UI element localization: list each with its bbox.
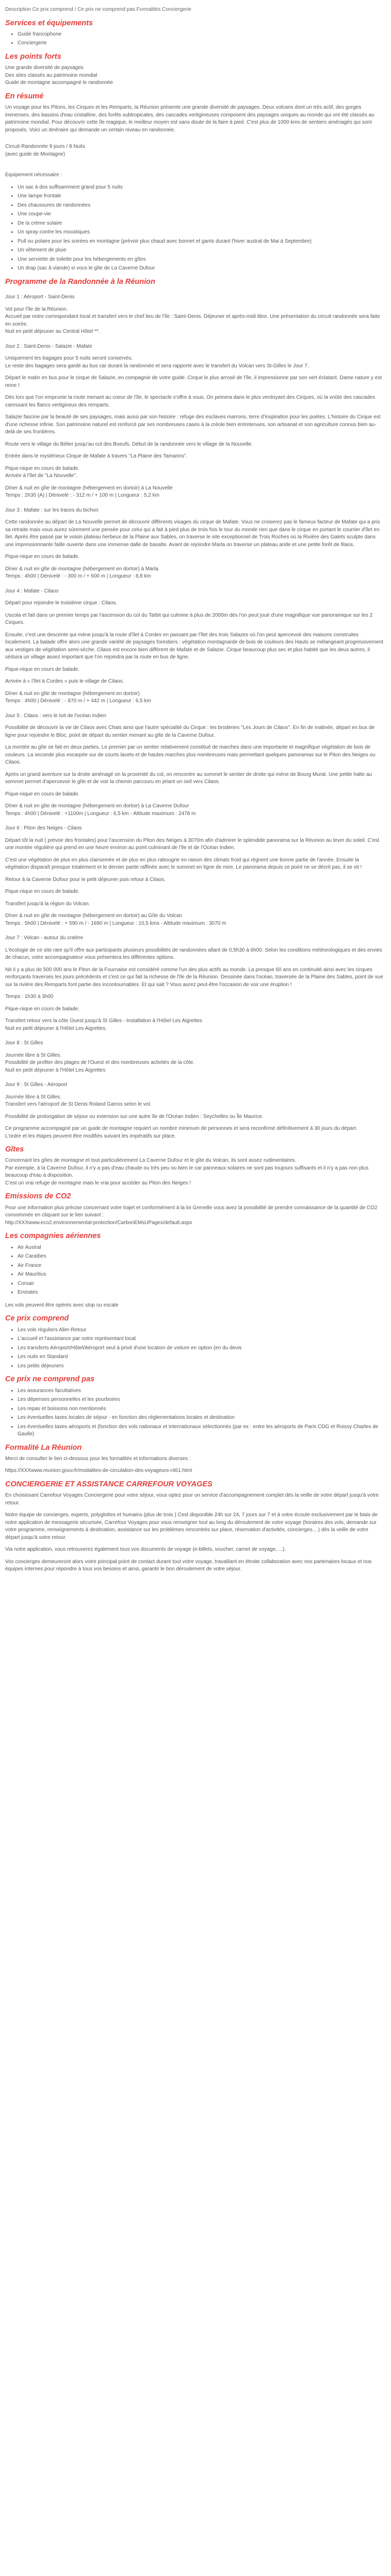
compagnies-title: Les compagnies aériennes [5,1232,101,1241]
day-heading: Jour 1 : Aéroport - Saint-Denis [5,294,75,300]
co2-link[interactable]: http://XXXwww.eco2.environnemental-protection/CarbonEMsUPages/default.aspx [5,1219,192,1226]
day-paragraph: Entrée dans le mystérieux Cirque de Mafate à travers "La Plaine des Tamarins". [5,453,188,460]
list-item: • Pull ou polaire pour les soirées en montagne (prévoir plus chaud avec bonnet et gants durant l'hiver austral de Mai à Septembre) [18,238,384,246]
list-item: • Les dépenses personnelles et les pourboires [18,1396,384,1404]
services-title: Services et équipements [5,19,93,27]
points-forts-title: Les points forts [5,52,61,61]
day-paragraph: Route vers le village du Bélier jusqu'au col des Boeufs. Début de la randonnée vers le village de la Nouvelle. [5,441,253,447]
prix-comprend-list [5,1327,384,1370]
day-paragraph: Départ tôt la nuit ( prévoir des frontales) pour l'ascension du Piton des Neiges à 3070m afin d'admirer le splendide panorama sur la Réunion au lever du soleil. C'est une montée régulière qui prend en une heure environ au point culminant de l'île et de l'Océan Indien. [5,837,380,851]
list-item: • Les assurances facultatives [18,1387,384,1395]
formalites-title: Formalité La Réunion [5,1443,82,1452]
day-paragraph: Dîner & nuit en gîte de montagne (hébergement en dortoir) Temps : 4h00 | Dénivelé : - 870 m / + 442 m | Longueur : 6,5 km [5,690,151,704]
section-equipement [5,172,384,273]
co2-title: Emissions de CO2 [5,1192,71,1201]
resume-title: En résumé [5,92,44,100]
day-paragraph: Dès lors que l'on emprunte la route menant au coeur de l'île, le spectacle s'offre à vous. On peinera dans le plus verdoyant des Cirques, où la voûte des cascades caressant les flancs vertigineux des remparts. [5,395,376,408]
section-formalites [5,1444,384,1475]
formalites-link[interactable]: https://XXXwww.reunion.gouv.fr/modalites-de-circulation-des-voyageurs-r461.html [5,1468,192,1474]
section-conciergerie [5,1480,384,1573]
list-item: • Les vols réguliers Aller-Retour [18,1327,384,1334]
day-paragraph: Dîner & nuit en gîte de montagne (hébergement en dortoir) à La Nouvelle Temps : 2h30 (A) | Dénivelé : - 312 m / + 100 m | Longueur : 5,2 km [5,485,173,499]
list-item: • Air Caraïbes [18,1253,384,1261]
compagnies-list [5,1244,384,1297]
day-paragraph: Journée libre à St Gilles. Possibilité de profiter des plages de l'Ouest et des nombreuses activités de la côte. Nuit en petit déjeuner à l'Hôtel Les Aigrettes [5,1052,195,1073]
list-item: • Air Mauritius [18,1271,384,1279]
prix-ne-comprend-list [5,1387,384,1438]
list-item: • Une coupe-vie [18,211,384,218]
list-item: • Une serviette de toilette pour les hébergements en gîtes [18,256,384,264]
day-heading: Jour 4 : Mafate - Cilaos [5,588,59,594]
day-paragraph: Vol pour l'île de la Réunion. Accueil par notre correspondant local et transfert vers le chef lieu de l'île : Saint-Denis. Déjeuner et après-midi libre. Une présentation du circuit randonnée sera faite en soirée. Nuit en petit déjeuner au Central Hôtel **. [5,306,380,335]
text-line: Guide de montagne accompagné le randonnée [5,80,113,86]
list-item: • Les transferts Aéroport/Hôtel/Aéroport seul à privé d'une location de voiture en option (en du devis [18,1345,384,1352]
day-paragraph: Ensuite, c'est une descente qui mène jusqu'à la route d'îlet à Cordes en passant par l'îlet des trois Salazes où l'on peut apercevoir des maisons construites localement. La balade offre alors une grande variété de paysages forestiers : végétation montagnarde de bois de couleurs des Hauts se mélangeant progressivement aux vestiges de végétation semi-sèche. Cilaos est encore bien différent de Mafate et de Salazie. Cirque beaucoup plus sec et plus habité que les deux autres, il séduira un village assez important que l'on rejoindra par la route en bus de ligne. [5,632,384,660]
day-heading: Jour 6 : Piton des Neiges - Cilaos [5,825,82,832]
day-paragraph: Pique-nique en cours de balade. Arrivée à l'îlet de "La Nouvelle". [5,465,79,479]
list-item: • Les nuits en Standard [18,1353,384,1361]
day-heading: Jour 2 : Saint-Denis - Salazie - Mafate [5,343,92,349]
section-programme [5,278,384,1140]
day-paragraph: Cette randonnée au départ de La Nouvelle permet de découvrir différents visages du cirque de Mafate. Vous ne croiserez pas le fameux facteur de Mafate qui a pris sa retraite mais vous aurez sûrement une pensée pour celui qui a fait à pied plus de trois fois le tour du monde rien que dans le cirque en portant le courrier d'îlet en îlet. Après être passé par le voisin plateau herbeux de la Plaine aux Sables, on traverse le site exceptionnel de Trois Roches où la Rivière des Galets sculpte dans une impressionnante faille ouverte dans une immense dalle de basalte. Avant de rejoindre Marla on traverse un plateau aride et une petite forêt de filaos. [5,519,380,548]
day-paragraph: Possibilité de découvrir la vie de Cilaos avec Chais ainsi que l'autre spécialité du Cirque : les broderies "Les Jours de Cilaos". En fin de matinée, départ en bus de ligne pour rejoindre le Bloc, point de départ du sentier menant au gîte de la Caverne Dufour. [5,725,375,738]
day-paragraph: Retour à la Caverne Dufour pour le petit déjeuner puis retour à Cilaos. [5,876,166,883]
section-points-forts [5,53,384,87]
day-paragraph: Dîner & nuit en gîte de montagne (hébergement en dortoir) à La Caverne Dufour Temps : 4h00 | Dénivelé : +1100m | Longueur : 6,5 km - Altitude maximum : 2478 m [5,803,196,817]
day-paragraph: Salazie fascine par la beauté de ses paysages, mais aussi par son histoire : refuge des esclaves marrons, terre d'inspiration pour les poètes. L'histoire du Cirque est d'une richesse infinie. Son patrimoine naturel est renforcé par ses nombreuses cases à la créole bien entretenues, son artisanat et son agriculture connus bien au-delà de ses frontières. [5,414,381,435]
day-paragraph: Dîner & nuit en gîte de montagne (hébergement en dortoir) au Gîte du Volcan Temps : 5h00 | Dénivelé : + 590 m / - 1690 m | Longueur : 10,5 kms - Altitude maximum : 3070 m [5,913,226,926]
conciergerie-paragraph: En choisissant Carrefour Voyages Conciergerie pour votre séjour, vous optez pour un service d'accompagnement complet dès la veille de votre départ jusqu'à votre retour. [5,1493,379,1506]
list-item: • Un sac à dos suffisamment grand pour 5 nuits [18,184,384,192]
day-paragraph: Dîner & nuit en gîte de montagne (hébergement en dortoir) à Marla Temps : 4h00 | Dénivelé : - 300 m / + 600 m | Longueur : 8,8 km [5,566,158,580]
section-compagnies [5,1232,384,1309]
day-paragraph: Départ pour rejoindre le troisième cirque : Cilaos. [5,600,118,606]
guide-label: (avec guide de Montagne) [5,151,66,157]
day-paragraph: Pique-nique en cours de balade. [5,1006,79,1012]
list-item: • Guide francophone [18,31,384,39]
list-item: • Un spray contre les moustiques [18,229,384,236]
day-heading: Jour 7 : Volcan - autour du cratère [5,935,84,941]
conciergerie-paragraph: Notre équipe de concierges, experts, polyglottes et humains (plus de trois ) Cest disponible 24h sur 24, 7 jours sur 7 et à votre écoute exclusivement par le biais de notre application de messagerie sécurisée, Carrefour Voyages pour vous renseigner tout au long du déroulement de votre voyage (horaires des vols, demande sur votre programme, renseignements à destination, assistance sur les problèmes rencontrés sur place, réservation d'activités, concierges... ) dès la veille de votre départ jusqu'à votre retour. [5,1512,378,1540]
day-paragraph: C'est une végétation de plus en plus clairsemée et de plus en plus rabougrie en raison des climats froid qui règnent une bonne partie de l'année. Ensuite la végétation disparaît presque totalement et le dernier partie raffinée avec le sommet en ligne de mire. Le panorama depuis ce point ne se décrit pas, il se vit ! [5,857,362,871]
list-item: • Les éventuelles taxes locales de séjour - en fonction des réglementations locales et destination [18,1414,384,1422]
list-item: • Corsair [18,1280,384,1288]
list-item: • Les petits déjeuners [18,1363,384,1370]
list-item: • Les éventuelles taxes aéroports et (fonction des vols nationaux et internationaux sélectionnés (par ex : entre les aéroports de Paris CDG et Roissy Charles de Gaulle) [18,1423,384,1438]
text-line: Une grande diversité de paysages [5,65,84,71]
programme-days [5,294,384,1140]
day-paragraph: Départ le matin en bus pour le cirque de Salazie, en compagnie de votre guide. Cirque le plus arrosé de l'île, il impressionne par son vert éclatant. Dame nature y est reine ! [5,375,382,388]
circuit-label: Circuit Randonnée 9 jours / 8 Nuits [5,144,86,150]
day-paragraph: Uniquement les bagages pour 5 nuits seront conservés. Le reste des bagages sera gardé au bus car durant la randonnée et sera rapporté avec le transfert du Volcan vers St-Gilles le Jour 7. [5,355,309,369]
day-paragraph: Possibilité de prolongation de séjour ou extension sur une autre île de l'Océan Indien : Seychelles ou Île Maurice. [5,1113,264,1120]
equipement-list [5,184,384,273]
gites-text: Concernant les gîtes de montagne et tout particulièrement La Caverne Dufour et le gîte du Volcan, ils sont assez rudimentaires. Par exemple, à la Caverne Dufour, il n'y a pas d'eau chaude ou très peu ou bien le car panneaux solaires ne sont pas toujours suffisants et il n'y a pas non plus beaucoup d'eau à disposition. C'est un vrai refuge de montagne mais le vrai pour accéder au Piton des Neiges ! [5,1158,369,1186]
section-prix-ne-comprend [5,1375,384,1438]
list-item: • Les repas et boissons non mentionnés [18,1405,384,1413]
day-paragraph: Après un grand aventure sur la droite aménagé on la proximité du col, on rencontre au sommet le sentier de droite qui mène de Bourg Murat. Une petite halte au sommet permet d'apercevoir le gîte et de voir la chemin parcouru en jetant un oeil vers Cilaos. [5,771,372,785]
programme-title: Programme de la Randonnée à la Réunion [5,277,155,286]
formalites-text: Merci de consulter le lien ci-dessous pour les formalités et informations diverses : [5,1455,191,1462]
day-paragraph: Pique-nique en cours de balade. [5,666,79,672]
section-gites [5,1145,384,1187]
list-item: • Air France [18,1262,384,1270]
compagnies-note: Les vols peuvent être opérés avec stop ou escale [5,1302,119,1308]
day-heading: Jour 9 : St Gilles - Aéroport [5,1082,68,1088]
day-paragraph: L'écologie de ce site rare qu'il offre aux participants plusieurs possibilités de randonnées allant de 0,5h30 à 6h00. Selon les conditions météorologiques et des envies de chacun, votre accompagnateur vous présentera les différentes options. [5,947,382,961]
prix-ne-comprend-title: Ce prix ne comprend pas [5,1375,95,1384]
conciergerie-paragraph: Via notre application, vous retrouverez également tous vos documents de voyage (e-billets, voucher, carnet de voyage, ...). [5,1547,286,1553]
list-item: • Un drap (sac à viande) si vous le gîte de La Caverne Dufour [18,265,384,273]
list-item: • Air Austral [18,1244,384,1252]
day-paragraph: Né il y a plus de 500 000 ans le Piton de la Fournaise est considéré comme l'un des plus actifs au monde. La presque 60 ans en continuité ainsi avec les cirques renforçants traversés les jours précédents et c'est ce qui fait la richesse de l'île de la Réunion. Dessinée dans l'océan, traversée de la Plaine des Sables, point de vue sur la rivière des Remparts font partie des incontournables. Et qui sait ? Vous aurez peut-être l'occasion de voir une éruption ! [5,967,383,988]
equipement-intro: Equipement nécessaire : [5,172,62,178]
section-prix-comprend [5,1314,384,1370]
day-paragraph: Pique-nique en cours de balade. [5,791,79,797]
day-heading: Jour 5 : Cilaos : vers le toit de l'océan Indien [5,713,106,719]
day-paragraph: Temps : 1h30 à 3h00 [5,994,54,1000]
list-item: • Des chaussures de randonnées [18,202,384,210]
day-paragraph: Transfert jusqu'à la région du Volcan. [5,901,90,907]
conciergerie-paragraph: Vos concierges demeureront alors votre principal point de contact durant tout votre voyage, travaillant en étroite collaboration avec nos partenaires locaux et nos équipes internes pour répondre à tous vos besoins et ainsi, garantir le bon déroulement de votre séjour. [5,1558,372,1572]
day-paragraph: La montée au gîte se fait en deux parties. Le premier par un sentier relativement constitué de marches dans une importante et magnifique végétation de bois de couleurs. La seconde plus escarpée sur de courts lacets et de hautes marches plus nombreuses mais permettant quelques panoramas sur le Piton des Neiges ou Cilaos. [5,744,376,766]
day-paragraph: Transfert retour vers la côte Ouest jusqu'à St Gilles - Installation à l'Hôtel Les Aigrettes Nuit en petit déjeuner à l'Hôtel Les Aigrettes. [5,1018,202,1031]
services-list [5,31,384,47]
list-item: • De la crème solaire [18,220,384,228]
co2-text: Pour une information plus précise concernant votre trajet et conformément à la loi Grenelle vous avez la possibilité de prendre connaissance de la quantité de CO2 consommée en cliquant sur le lien suivant : [5,1205,378,1218]
conciergerie-title: CONCIERGERIE ET ASSISTANCE CARREFOUR VOYAGES [5,1480,213,1488]
resume-text: Un voyage pour les Pitons, les Cirques et les Remparts, la Réunion présente une grande diversité de paysages. Deux volcans dont un très actif, des gorges immenses, des bassins d'eau cristalline, des forêts subtropicales, des cascades vertigineuses composent des paysages uniques au monde qui ont été classés au patrimoine mondial. Pour découvrir cette île magique, le meilleur moyen est sans doute de la faire à pied. C'est plus de 1000 kms de sentiers aménagés qui sont proposés. Voici un itinéraire qui demande un certain niveau en randonnée. [5,105,374,133]
day-paragraph: Arrivée à « l'îlet à Cordes » puis le village de Cilaos. [5,679,124,685]
day-paragraph: Journée libre à St Gilles. Transfert vers l'aéroport de St Denis Roland Garros selon le vol. [5,1094,152,1108]
section-services [5,19,384,47]
breadcrumb: Description Ce prix comprend / Ce prix ne comprend pas Formalités Conciergerie [5,7,191,12]
day-paragraph: Uscola et fait dans un premier temps par l'ascension du col du Taïbit qui culmine à plus de 2000m dès l'on peut jouir d'une magnifique vue panoramique sur les 2 Cirques. [5,612,373,626]
text-line: Des sites classés au patrimoine mondial [5,72,97,78]
day-heading: Jour 8 : St Gilles [5,1040,43,1046]
list-item: • L'accueil et l'assistance par notre représentant local [18,1335,384,1343]
day-paragraph: Ce programme accompagné par un guide de montagne requiert un nombre minimum de personnes et sera reconfirmé définitivement à 30 jours du départ. L'ordre et les étapes peuvent être modifiés suivant les impératifs sur place. [5,1126,357,1139]
list-item: • Emirates [18,1289,384,1297]
day-paragraph: Pique-nique en cours de balade. [5,889,79,895]
section-resume [5,92,384,158]
list-item: • Un vêtement de pluie [18,247,384,255]
section-co2 [5,1192,384,1227]
prix-comprend-title: Ce prix comprend [5,1314,69,1323]
list-item: • Conciergerie [18,40,384,47]
day-paragraph: Pique-nique en cours de balade. [5,554,79,560]
conciergerie-paragraphs [5,1492,384,1573]
day-heading: Jour 3 : Mafate : sur les traces du bichon [5,507,99,513]
gites-title: Gîtes [5,1145,24,1154]
list-item: • Une lampe frontale [18,193,384,200]
